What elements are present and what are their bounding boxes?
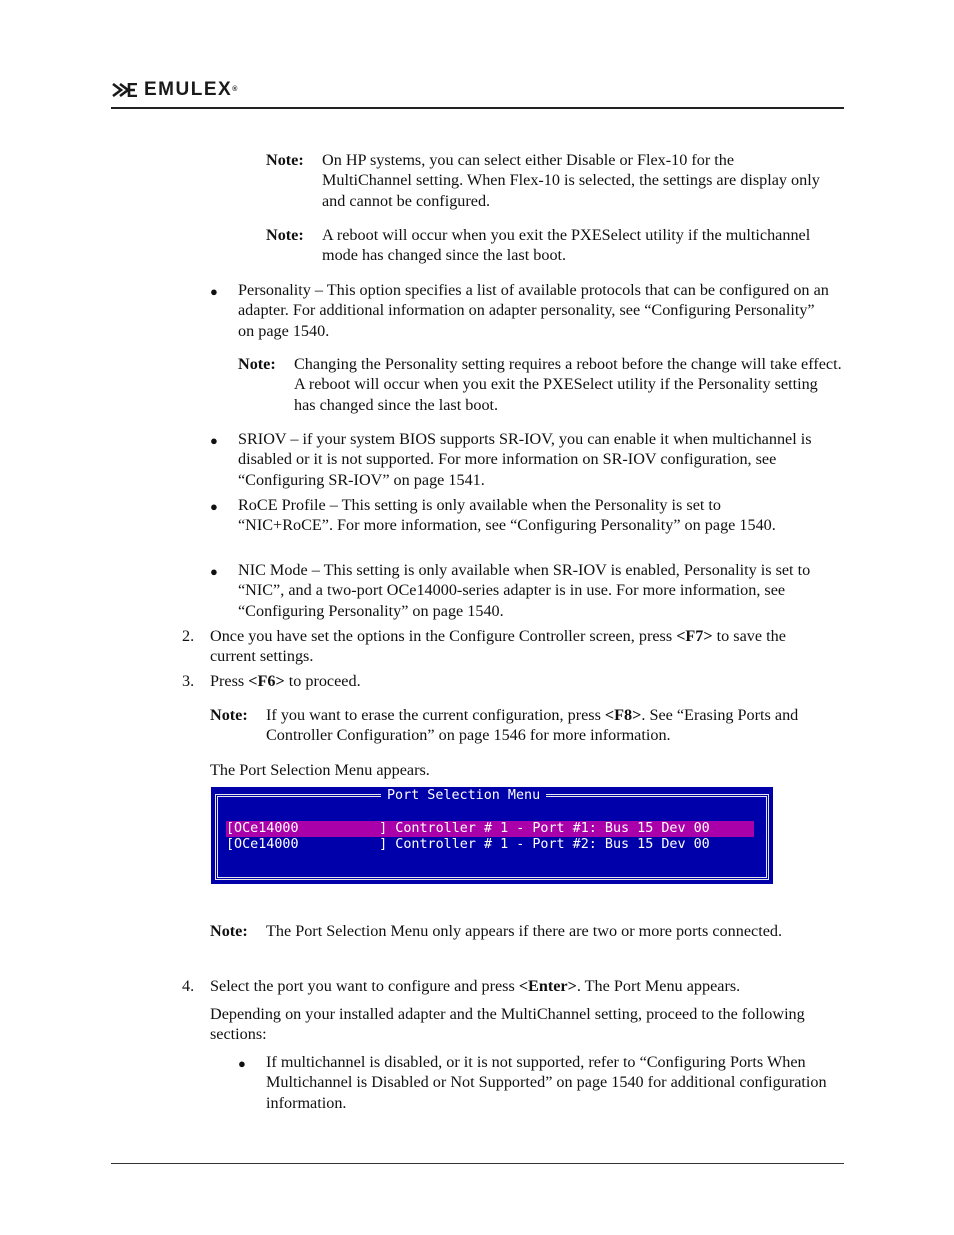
step-number: 3. [182,672,195,690]
emulex-logo-icon [112,83,138,97]
note-hp-multichannel [266,150,826,211]
note-label: Note: [238,355,276,373]
bullet-nic-mode: NIC Mode – This setting is only available when SR-IOV is enabled, Personality is set to “NIC”, and a two-port OCe14000-series adapter is in use. For more information, see “Configuring Personality” on page 1540. [238,561,811,620]
footer-rule [111,1163,844,1164]
step-3: Press <F6> to proceed. [210,672,361,690]
port-row: [OCe14000 ] Controller # 1 - Port #2: Bus 15 Dev 00 [226,837,710,852]
step-number: 4. [182,977,195,995]
bullet-multichannel-disabled: If multichannel is disabled, or it is not supported, refer to “Configuring Ports When Multichannel is Disabled or Not Supported” on page 1540 for additional configuration information. [266,1053,827,1112]
bullet-dot: ● [210,433,218,448]
note-erase-configuration [210,705,842,746]
note-label: Note: [210,922,248,940]
step-2: Once you have set the options in the Configure Controller screen, press <F7> to save the current settings. [210,627,786,666]
note-reboot-multichannel [266,225,826,266]
bullet-dot: ● [238,1056,246,1071]
bullet-dot: ● [210,564,218,579]
bullet-dot: ● [210,284,218,299]
step-4: Select the port you want to configure and press <Enter>. The Port Menu appears. [210,977,741,995]
note-text: Changing the Personality setting requires a reboot before the change will take effect. A reboot will occur when you exit the PXESelect utility if the Personality setting has changed since the last boot. [294,355,842,414]
note-label: Note: [266,226,304,244]
header-rule [111,107,844,109]
screen-title: Port Selection Menu [381,787,546,805]
port-selection-menu-screenshot [211,787,773,884]
bullet-personality: Personality – This option specifies a list of available protocols that can be configured on an adapter. For additional information on adapter personality, see “Configuring Personality” on page 1540. [238,281,829,340]
note-text: The Port Selection Menu only appears if there are two or more ports connected. [266,922,783,940]
emulex-logo [112,80,239,100]
bullet-dot: ● [210,499,218,514]
note-label: Note: [266,151,304,169]
note-text: If you want to erase the current configuration, press <F8>. See “Erasing Ports and Controller Configuration” on page 1546 for more information. [266,706,799,745]
logo-wordmark: EMULEX® [144,78,239,100]
depending-paragraph: Depending on your installed adapter and the MultiChannel setting, proceed to the following sections: [210,1005,805,1044]
step-number: 2. [182,627,195,645]
port-menu-appears-text: The Port Selection Menu appears. [210,761,430,779]
note-text: On HP systems, you can select either Disable or Flex-10 for the MultiChannel setting. When Flex-10 is selected, the settings are display only and cannot be configured. [322,151,820,210]
port-row-selected: [OCe14000 ] Controller # 1 - Port #1: Bus 15 Dev 00 [226,821,754,837]
note-personality-reboot [238,354,842,415]
note-text: A reboot will occur when you exit the PXESelect utility if the multichannel mode has changed since the last boot. [322,226,811,265]
bullet-roce-profile: RoCE Profile – This setting is only available when the Personality is set to “NIC+RoCE”. For more information, see “Configuring Personality” on page 1540. [238,496,776,535]
note-port-menu [210,921,810,941]
note-label: Note: [210,706,248,724]
bullet-sriov: SRIOV – if your system BIOS supports SR-IOV, you can enable it when multichannel is disabled or it is not supported. For more information on SR-IOV configuration, see “Configuring SR-IOV” on page 1541. [238,430,812,489]
